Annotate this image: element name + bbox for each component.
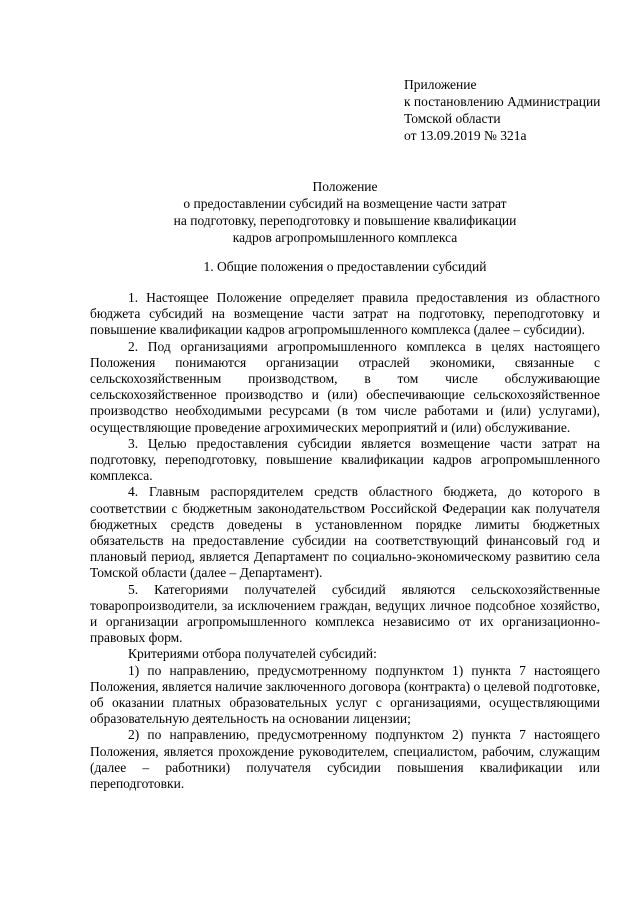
section-heading: 1. Общие положения о предоставлении субсидий bbox=[203, 259, 487, 274]
paragraph: 2. Под организациями агропромышленного комплекса в целях настоящего Положения понимаются организации отраслей экономики, связанные с сельскохозяйственным производством, в том числе обслуживающие сельскохозяйственное производство и (или) обеспечивающие сельскохозяйственное производство необходимыми ресурсами (в том числе работами и (или) услугами), осуществляющие проведение агрохимических мероприятий и (или) обслуживание. bbox=[90, 338, 600, 435]
document-title bbox=[90, 178, 600, 246]
appendix-line: к постановлению Администрации bbox=[404, 94, 601, 109]
title-line: кадров агропромышленного комплекса bbox=[232, 230, 458, 245]
paragraph: Критериями отбора получателей субсидий: bbox=[128, 646, 377, 662]
appendix-line: от 13.09.2019 № 321а bbox=[404, 128, 527, 143]
paragraph: 3. Целью предоставления субсидии является возмещение части затрат на подготовку, переподготовку, повышение квалификации кадров агропромышленного комплекса. bbox=[90, 435, 600, 484]
paragraph: 5. Категориями получателей субсидий являются сельскохозяйственные товаропроизводители, за исключением граждан, ведущих личное подсобное хозяйство, и организации агропромышленного комплекса независимо от их организационно-правовых форм. bbox=[90, 581, 600, 646]
paragraph: 1. Настоящее Положение определяет правила предоставления из областного бюджета субсидий на возмещение части затрат на подготовку, переподготовку и повышение квалификации кадров агропромышленного комплекса (далее – субсидии). bbox=[90, 290, 600, 338]
document-body bbox=[90, 290, 600, 792]
appendix-block bbox=[404, 76, 600, 144]
appendix-line: Приложение bbox=[404, 77, 477, 92]
title-line: Положение bbox=[312, 179, 378, 194]
appendix-line: Томской области bbox=[404, 111, 501, 126]
paragraph: 4. Главным распорядителем средств областного бюджета, до которого в соответствии с бюджетным законодательством Российской Федерации как получателя бюджетных средств доведены в установленном порядке лимиты бюджетных обязательств на предоставление субсидии на соответствующий финансовый год и плановый период, является Департамент по социально-экономическому развитию села Томской области (далее – Департамент). bbox=[90, 484, 600, 581]
paragraph: 1) по направлению, предусмотренному подпунктом 1) пункта 7 настоящего Положения, является наличие заключенного договора (контракта) о целевой подготовке, об оказании платных образовательных услуг с организациями, осуществляющими образовательную деятельность на основании лицензии; bbox=[90, 662, 600, 727]
title-line: о предоставлении субсидий на возмещение части затрат bbox=[183, 196, 507, 211]
title-line: на подготовку, переподготовку и повышение квалификации bbox=[173, 213, 517, 228]
paragraph: 2) по направлению, предусмотренному подпунктом 2) пункта 7 настоящего Положения, является прохождение руководителем, специалистом, рабочим, служащим (далее – работники) получателя субсидии повышения квалификации или переподготовки. bbox=[90, 727, 600, 792]
